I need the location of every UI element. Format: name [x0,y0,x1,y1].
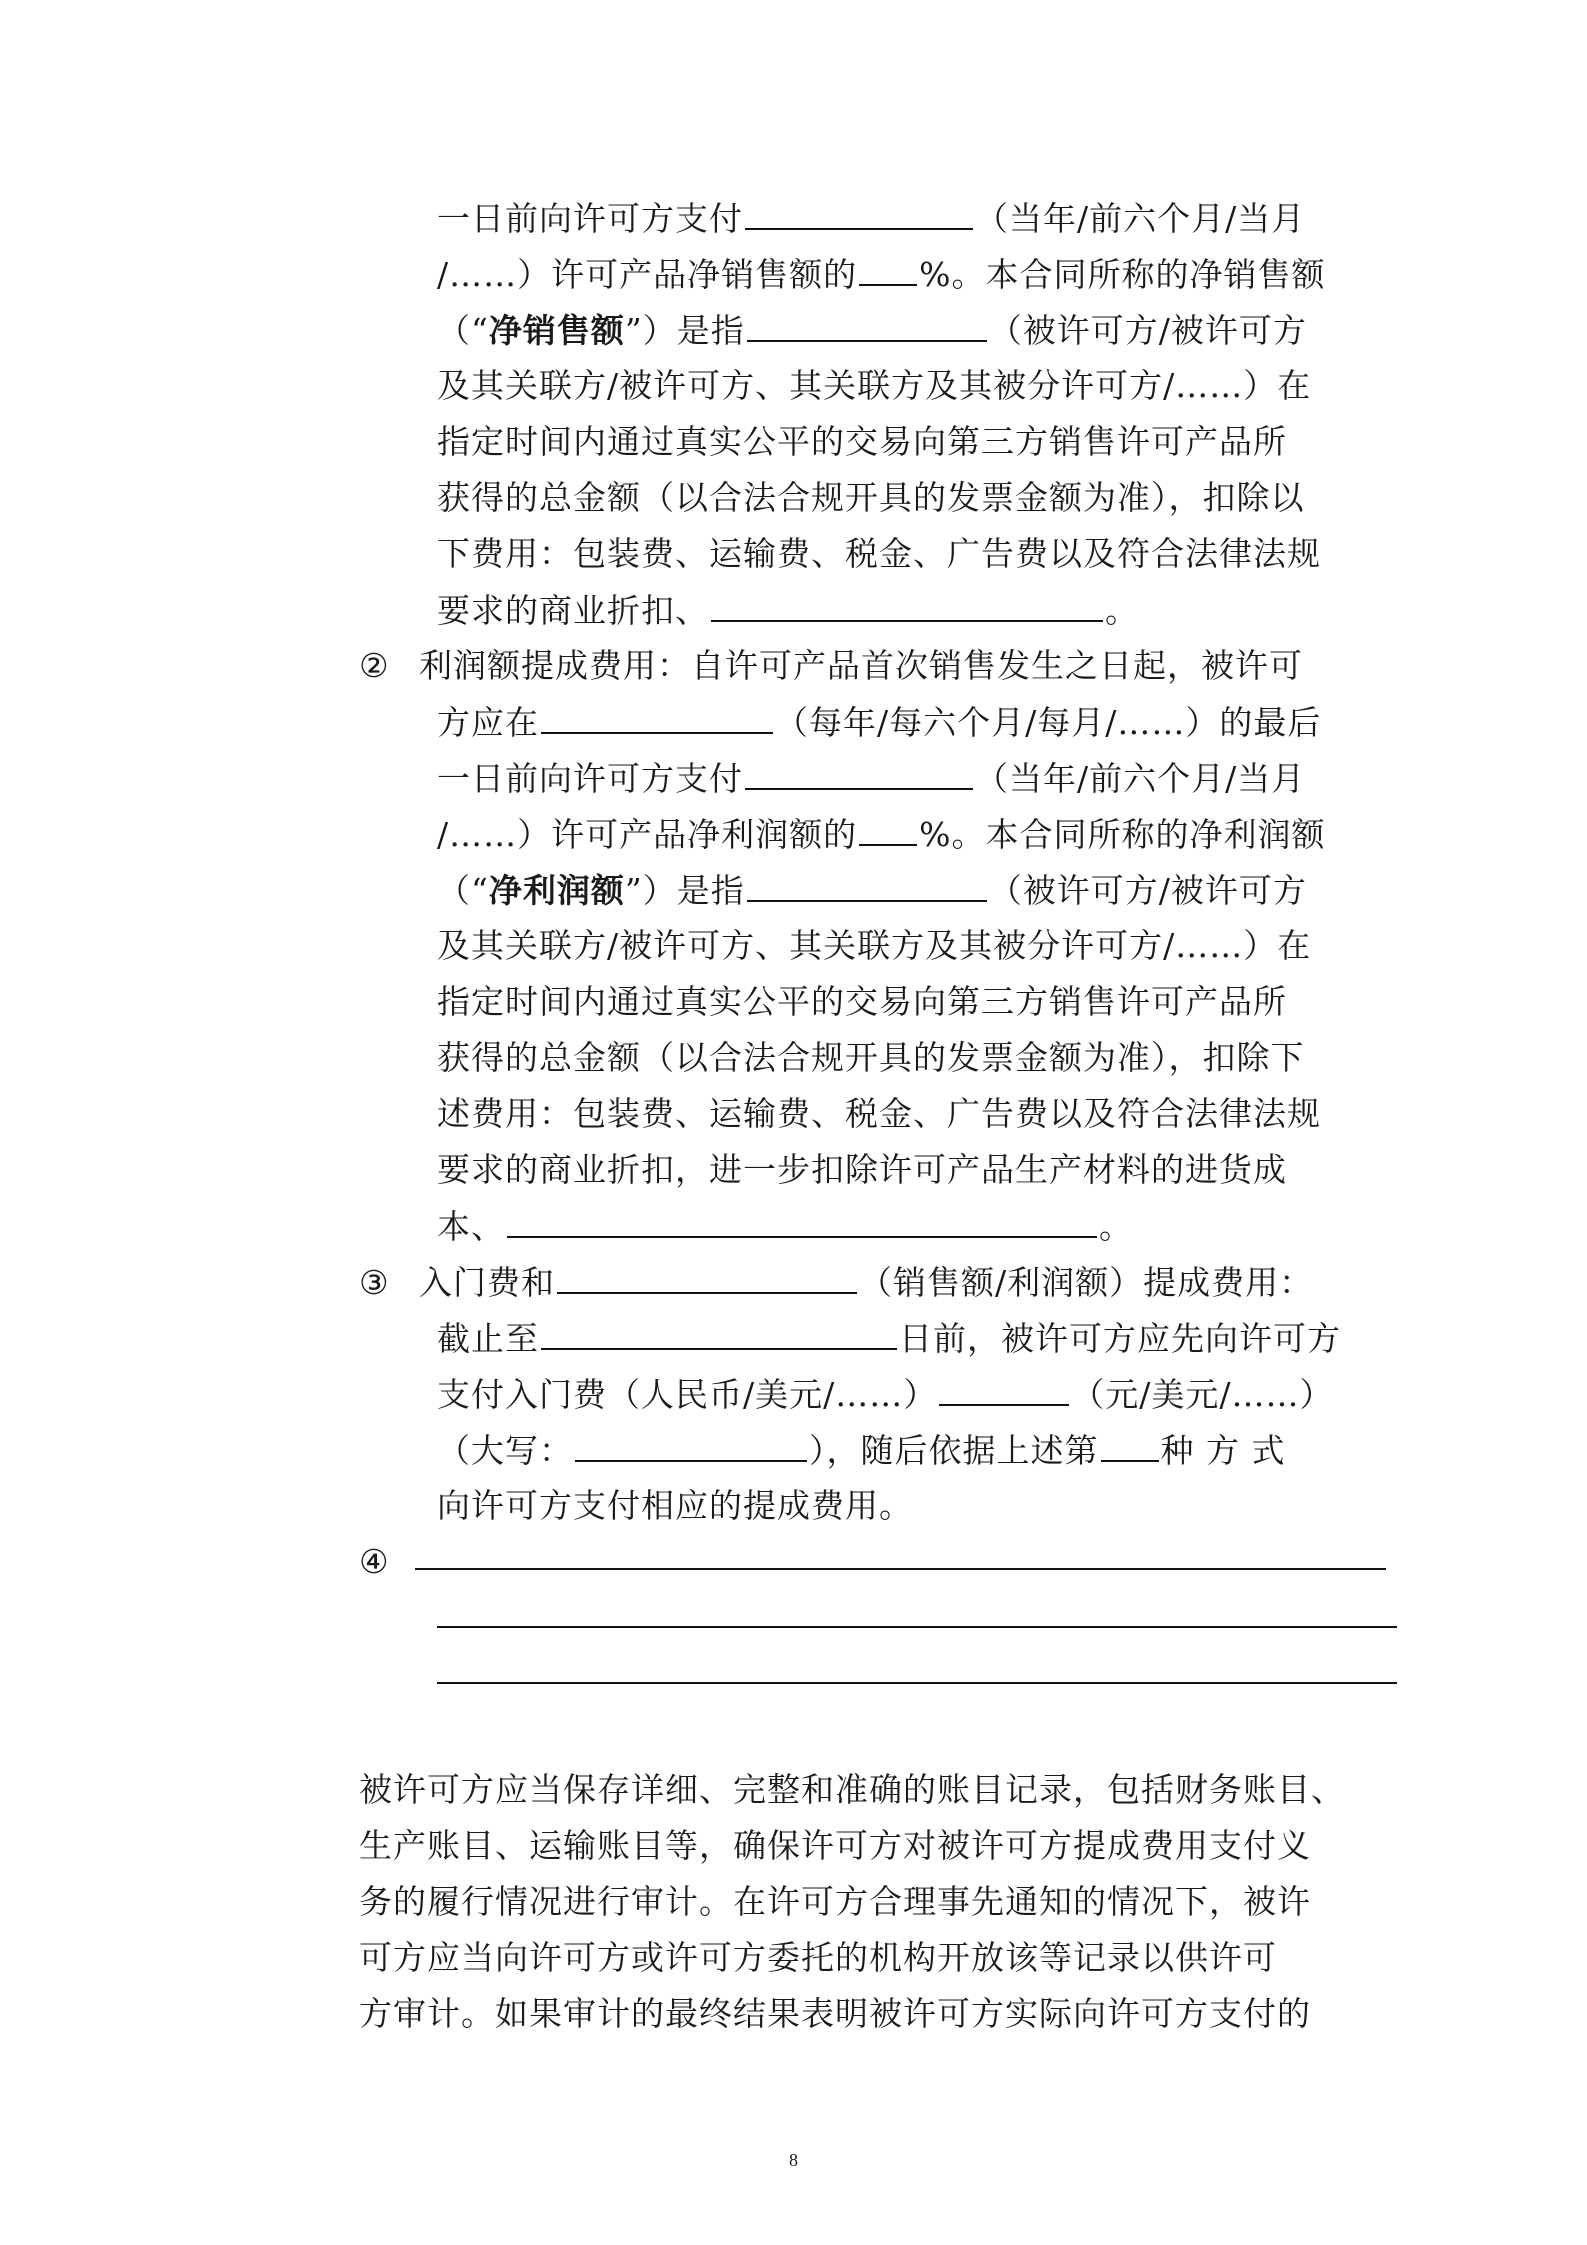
paragraph-line: 生产账目、运输账目等，确保许可方对被许可方提成费用支付义 [359,1826,1311,1865]
text-line: （“净销售额”）是指 （被许可方/被许可方 [437,306,1307,354]
text-line: 指定时间内通过真实公平的交易向第三方销售许可产品所 [437,982,1287,1021]
list-item-4 [359,1538,419,1586]
fill-blank[interactable] [541,698,773,734]
text-line: （大写： ），随后依据上述第 种 方 式 [437,1426,1285,1474]
fill-blank-line[interactable] [437,1682,1397,1684]
text-line: 述费用：包装费、运输费、税金、广告费以及符合法律法规 [437,1094,1321,1133]
text-line: 获得的总金额（以合法合规开具的发票金额为准），扣除下 [437,1038,1305,1077]
page-number: 8 [789,2150,798,2170]
text-line: 一日前向许可方支付 （当年/前六个月/当月 [437,754,1305,802]
fill-blank[interactable] [939,1370,1069,1406]
text-line: 及其关联方/被许可方、其关联方及其被分许可方/……）在 [437,926,1312,965]
paragraph-line: 被许可方应当保存详细、完整和准确的账目记录，包括财务账目、 [359,1770,1345,1809]
item-marker: ② [359,646,390,685]
fill-blank-line[interactable] [437,1626,1397,1628]
fill-blank[interactable] [507,1202,1097,1238]
fill-blank[interactable] [541,1314,897,1350]
text-line: /……）许可产品净销售额的 %。本合同所称的净销售额 [437,250,1325,298]
list-item-3: ③ 入门费和 （销售额/利润额）提成费用： [359,1258,1313,1306]
text-line: 向许可方支付相应的提成费用。 [437,1486,913,1525]
fill-blank[interactable] [745,754,973,790]
item-marker: ④ [359,1542,390,1581]
list-item-2: ② 利润额提成费用：自许可产品首次销售发生之日起，被许可 [359,642,1303,690]
text-line: 指定时间内通过真实公平的交易向第三方销售许可产品所 [437,422,1287,461]
text-line: 获得的总金额（以合法合规开具的发票金额为准），扣除以 [437,478,1305,517]
item-marker: ③ [359,1263,390,1302]
text-line: 下费用：包装费、运输费、税金、广告费以及符合法律法规 [437,534,1321,573]
defined-term: 净销售额 [488,311,625,350]
fill-blank-line[interactable] [415,1568,1386,1570]
text-line: 支付入门费（人民币/美元/……） （元/美元/……） [437,1370,1334,1418]
fill-blank[interactable] [859,810,917,846]
text-line: 截止至 日前，被许可方应先向许可方 [437,1314,1341,1362]
defined-term: 净利润额 [488,871,625,910]
text-line: 方应在 （每年/每六个月/每月/……）的最后 [437,698,1321,746]
fill-blank[interactable] [747,866,987,902]
fill-blank[interactable] [575,1426,807,1462]
paragraph-line: 方审计。如果审计的最终结果表明被许可方实际向许可方支付的 [359,1994,1311,2033]
text-line: 要求的商业折扣、 。 [437,586,1139,634]
fill-blank[interactable] [1101,1426,1159,1462]
text-line: 要求的商业折扣，进一步扣除许可产品生产材料的进货成 [437,1150,1287,1189]
paragraph-line: 务的履行情况进行审计。在许可方合理事先通知的情况下，被许 [359,1882,1311,1921]
text-line: （“净利润额”）是指 （被许可方/被许可方 [437,866,1307,914]
fill-blank[interactable] [557,1258,857,1294]
paragraph-line: 可方应当向许可方或许可方委托的机构开放该等记录以供许可 [359,1938,1277,1977]
text-line: 本、 。 [437,1202,1133,1250]
fill-blank[interactable] [747,306,987,342]
fill-blank[interactable] [745,194,973,230]
fill-blank[interactable] [859,250,917,286]
text-line: /……）许可产品净利润额的 %。本合同所称的净利润额 [437,810,1325,858]
fill-blank[interactable] [711,586,1103,622]
text-line: 及其关联方/被许可方、其关联方及其被分许可方/……）在 [437,366,1312,405]
text-line: 一日前向许可方支付 （当年/前六个月/当月 [437,194,1305,242]
